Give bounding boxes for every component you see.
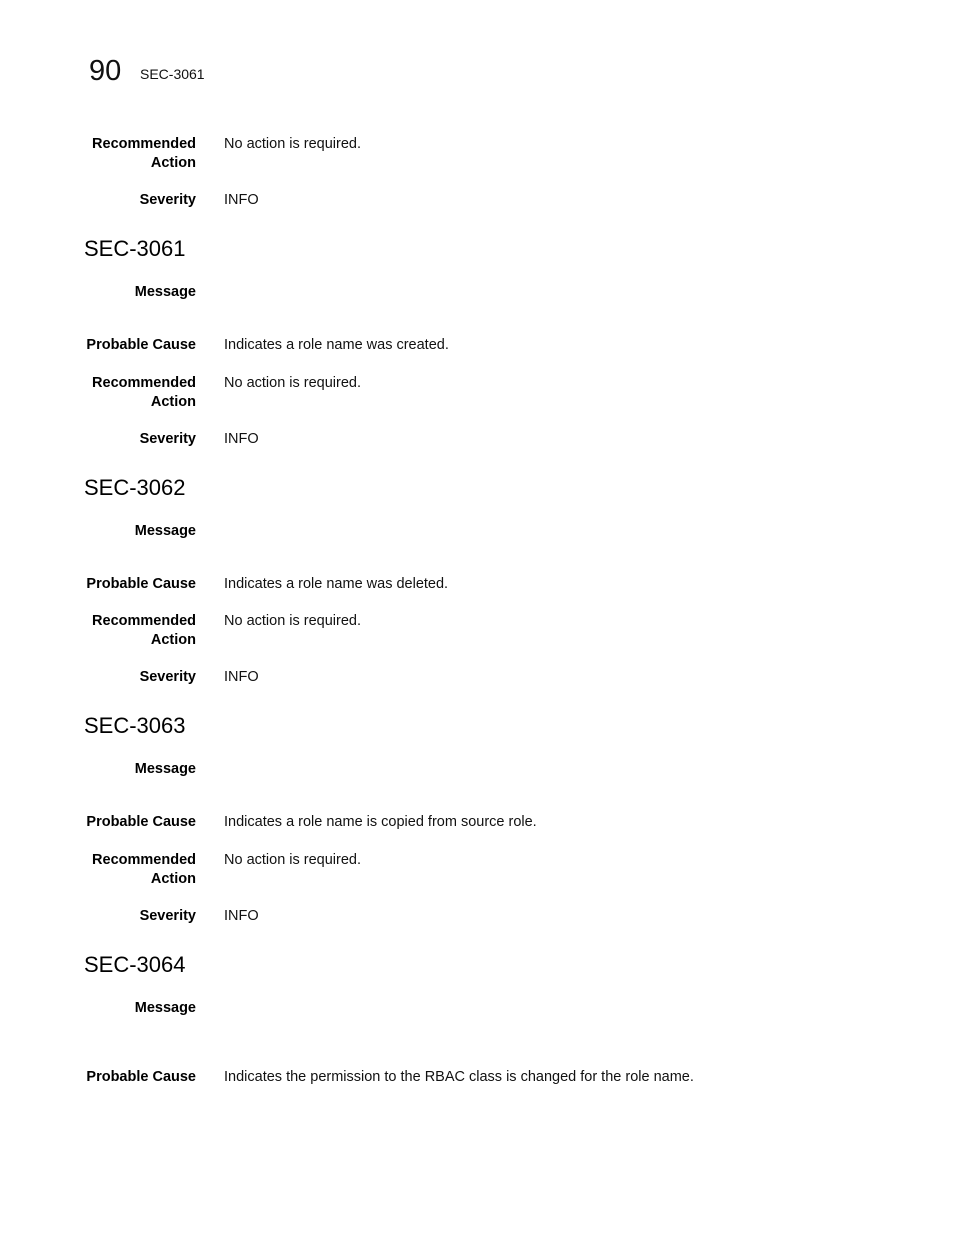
section-title-sec-3064: SEC-3064 bbox=[84, 952, 186, 977]
probable-cause-label: Probable Cause bbox=[86, 337, 196, 353]
message-label: Message bbox=[134, 1000, 196, 1016]
running-header: SEC-3061 bbox=[140, 66, 205, 82]
probable-cause-value: Indicates the permission to the RBAC class is changed for the role name. bbox=[224, 1069, 694, 1085]
probable-cause-label: Probable Cause bbox=[86, 814, 196, 830]
message-label: Message bbox=[134, 523, 196, 539]
recommended-action-value: No action is required. bbox=[224, 613, 362, 629]
recommended-action-value: No action is required. bbox=[224, 375, 362, 391]
severity-value: INFO bbox=[224, 192, 259, 208]
probable-cause-label: Probable Cause bbox=[86, 576, 196, 592]
probable-cause-value: Indicates a role name was created. bbox=[224, 337, 449, 353]
probable-cause-value: Indicates a role name is copied from source role. bbox=[224, 814, 537, 830]
recommended-action-label: Recommended Action bbox=[92, 852, 196, 887]
recommended-action-value: No action is required. bbox=[224, 852, 362, 868]
recommended-action-label: Recommended Action bbox=[92, 375, 196, 410]
message-label: Message bbox=[134, 761, 196, 777]
probable-cause-value: Indicates a role name was deleted. bbox=[224, 576, 449, 592]
severity-label: Severity bbox=[139, 431, 196, 447]
severity-label: Severity bbox=[139, 192, 196, 208]
section-title-sec-3063: SEC-3063 bbox=[84, 713, 186, 738]
severity-value: INFO bbox=[224, 669, 259, 685]
recommended-action-label: Recommended Action bbox=[92, 136, 196, 171]
page-number: 90 bbox=[89, 55, 122, 87]
probable-cause-label: Probable Cause bbox=[86, 1069, 196, 1085]
section-title-sec-3061: SEC-3061 bbox=[84, 236, 186, 261]
message-label: Message bbox=[134, 284, 196, 300]
recommended-action-label: Recommended Action bbox=[92, 613, 196, 648]
severity-value: INFO bbox=[224, 908, 259, 924]
severity-label: Severity bbox=[139, 908, 196, 924]
section-title-sec-3062: SEC-3062 bbox=[84, 475, 186, 500]
severity-label: Severity bbox=[139, 669, 196, 685]
severity-value: INFO bbox=[224, 431, 259, 447]
recommended-action-value: No action is required. bbox=[224, 136, 362, 152]
